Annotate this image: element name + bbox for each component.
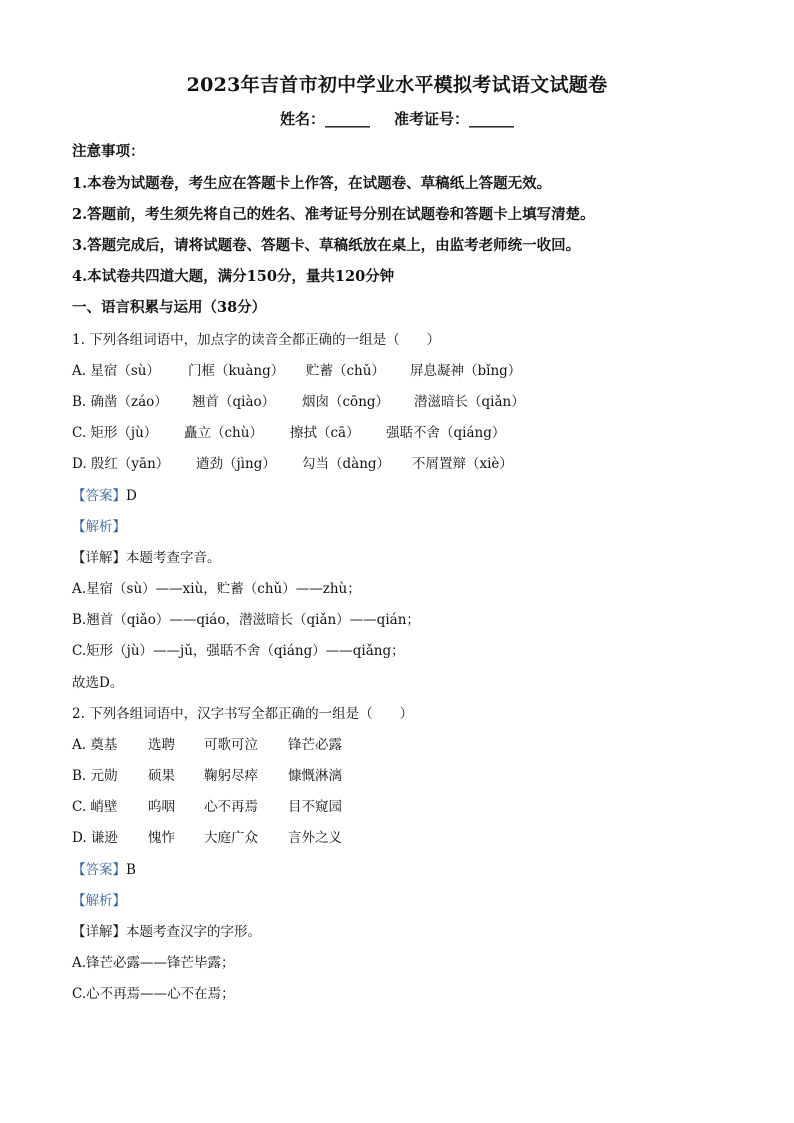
q2-option-d: D. 谦逊 愧怍 大庭广众 言外之义 [72,830,342,846]
q1-explain-c: C.矩形（jù）——jǔ，强聒不舍（qiáng）——qiǎng； [72,643,405,659]
answer-tag: 【答案】 [72,862,126,878]
answer-value: B [126,862,136,878]
section-heading: 一、语言积累与运用（38分） [72,299,267,316]
notice-item-3: 3.答题完成后，请将试题卷、答题卡、草稿纸放在桌上，由监考老师统一收回。 [72,237,581,254]
notice-heading: 注意事项： [72,143,145,160]
q1-explain-b: B.翘首（qiǎo）——qiáo，潜滋暗长（qiǎn）——qián； [72,612,420,628]
exam-id-label: 准考证号：______ [394,110,515,128]
detail-tag: 【详解】 [72,924,126,940]
q1-option-a: A. 星宿（sù） 门框（kuàng） 贮蓄（chǔ） 屏息凝神（bǐng） [72,363,522,379]
q1-option-c: C. 矩形（jù） 矗立（chù） 擦拭（cā） 强聒不舍（qiáng） [72,425,506,441]
q2-option-c: C. 峭壁 呜咽 心不再焉 目不窥园 [72,799,342,815]
detail-tag: 【详解】 [72,550,126,566]
q2-explain-a: A.锋芒必露——锋芒毕露； [72,955,235,971]
candidate-info [0,108,794,129]
q2-option-b: B. 元勋 硕果 鞠躬尽瘁 慷慨淋漓 [72,768,342,784]
answer-tag: 【答案】 [72,488,126,504]
q2-explain-c: C.心不再焉——心不在焉； [72,986,235,1002]
detail-text: 本题考查字音。 [126,550,221,566]
page-title: 2023年吉首市初中学业水平模拟考试语文试题卷 [186,74,608,96]
q2-detail [72,920,261,940]
q1-stem: 1. 下列各组词语中，加点字的读音全都正确的一组是（ ） [72,332,441,348]
q2-option-a: A. 奠基 选聘 可歌可泣 锋芒必露 [72,737,342,753]
q1-analysis-tag: 【解析】 [72,519,126,535]
notice-item-1: 1.本卷为试题卷，考生应在答题卡上作答，在试题卷、草稿纸上答题无效。 [72,175,552,192]
detail-text: 本题考查汉字的字形。 [126,924,261,940]
name-label: 姓名：______ [279,110,370,128]
q1-conclusion: 故选D。 [72,675,124,691]
notice-item-2: 2.答题前，考生须先将自己的姓名、准考证号分别在试题卷和答题卡上填写清楚。 [72,206,595,223]
q1-answer [72,484,137,504]
notice-item-4: 4.本试卷共四道大题，满分150分，量共120分钟 [72,268,395,285]
q2-analysis-tag: 【解析】 [72,893,126,909]
q1-explain-a: A.星宿（sù）——xiù，贮蓄（chǔ）——zhù； [72,581,361,597]
answer-value: D [126,488,137,504]
q2-stem: 2. 下列各组词语中，汉字书写全都正确的一组是（ ） [72,706,414,722]
q1-detail [72,546,221,566]
q2-answer [72,858,136,878]
q1-option-d: D. 殷红（yān） 遒劲（jìng） 勾当（dàng） 不屑置辩（xiè） [72,456,513,472]
q1-option-b: B. 确凿（záo） 翘首（qiào） 烟囱（cōng） 潜滋暗长（qiǎn） [72,394,525,410]
